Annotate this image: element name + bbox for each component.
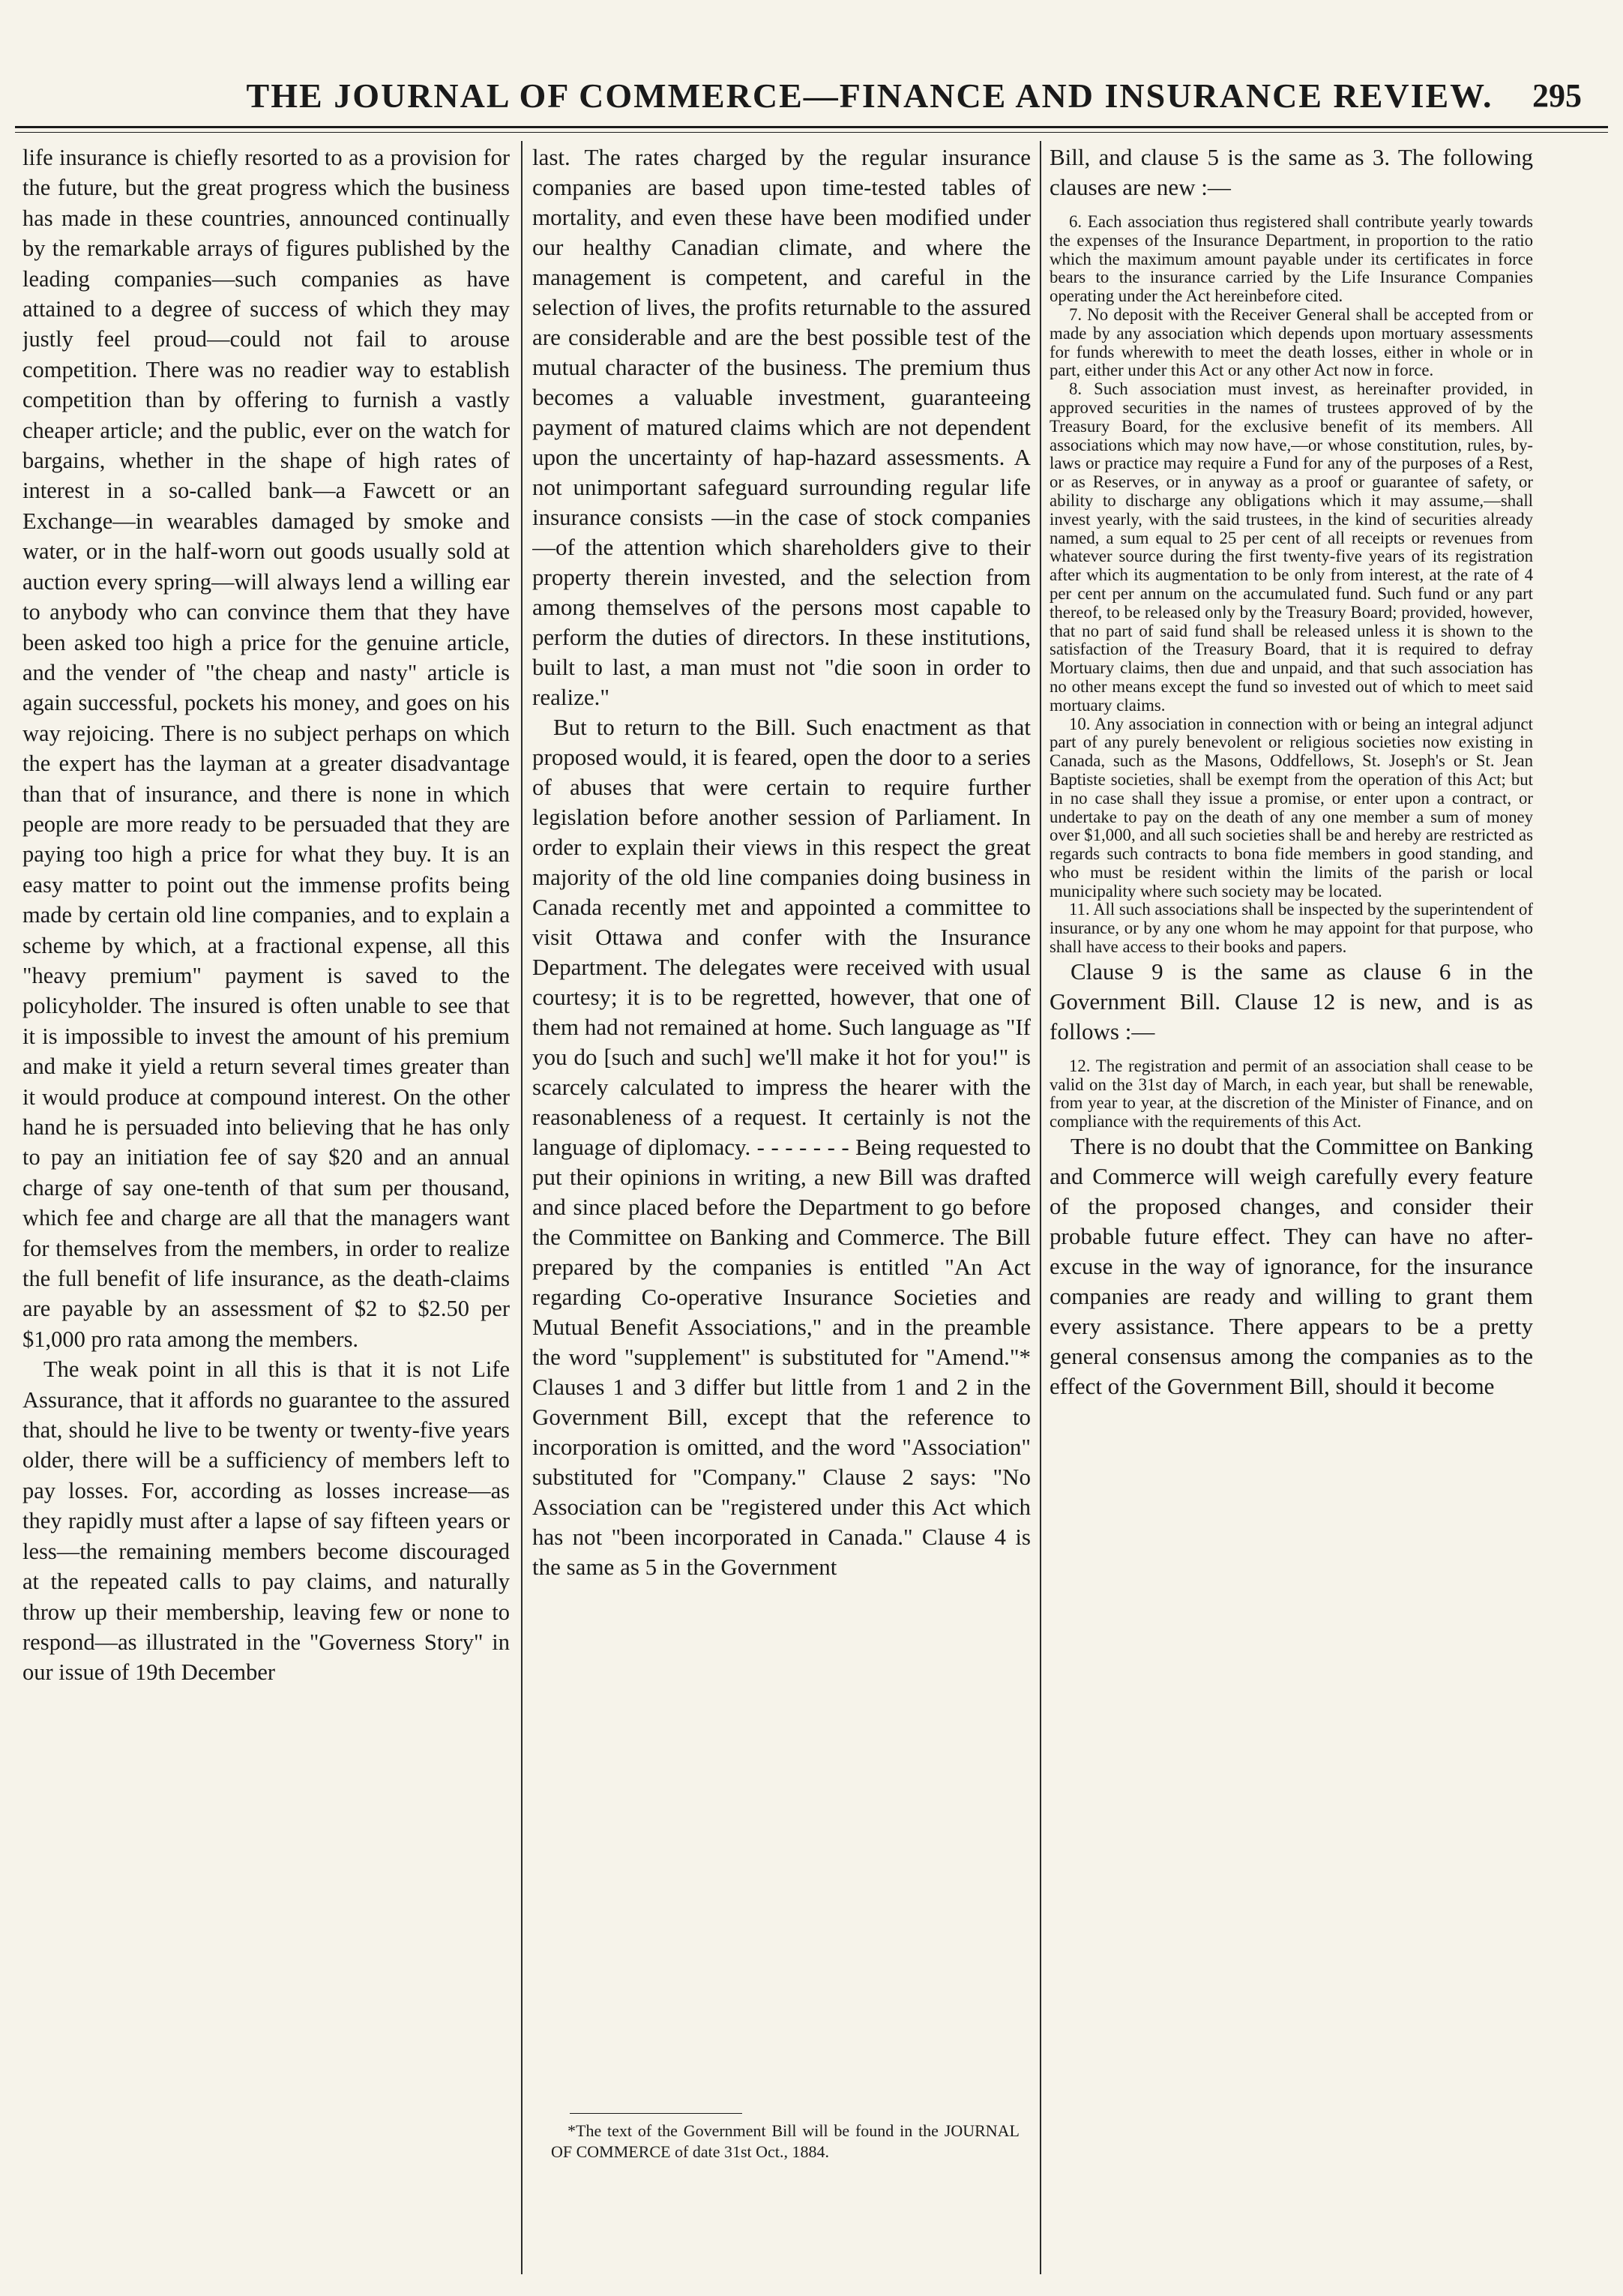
clause-10: 10. Any association in connection with or being an integral adjunct part of any purely benevolent or religious societies now existing in Canada, such as the Masons, Oddfellows, St. Joseph's or St. Jean Baptiste societies, shall be exempt from the operation of this Act; but in no case shall they issue a promise, or enter upon a contract, or undertake to pay on the death of any one member a sum of money over $1,000, and all such societies shall be and hereby are restricted as regards such contracts to bona fide members in good standing, and who must be resident within the limits of the parish or local municipality where such society may be located.	[1050, 714, 1533, 901]
column-1	[22, 142, 510, 2280]
clause-11: 11. All such associations shall be inspected by the superintendent of insurance, or by any one whom he may appoint for that purpose, who shall have access to their books and papers.	[1050, 900, 1533, 957]
lead-paragraph: Clause 9 is the same as clause 6 in the Government Bill. Clause 12 is new, and is as follows :—	[1050, 958, 1533, 1045]
body-paragraph: But to return to the Bill. Such enactment as that proposed would, it is feared, open the door to a series of abuses that were certain to require further legislation before another session of Parliament. In order to explain their views in this respect the great majority of the old line companies doing business in Canada recently met and appointed a committee to visit Ottawa and confer with the Insurance Department. The delegates were received with usual courtesy; it is to be regretted, however, that one of them had not remained at home. Such language as "If you do [such and such] we'll make it hot for you!" is scarcely calculated to impress the hearer with the reasonableness of a request. It certainly is not the language of diplomacy. - - - - - - - Being requested to put their opinions in writing, a new Bill was drafted and since placed before the Department to go before the Committee on Banking and Commerce. The Bill prepared by the companies is entitled "An Act regarding Co-operative Insurance Societies and Mutual Benefit Associations," and in the preamble the word "supplement" is substituted for "Amend."* Clauses 1 and 3 differ but little from 1 and 2 in the Government Bill, except that the reference to incorporation is omitted, and the word "Association" substituted for "Company." Clause 2 says: "No Association can be "registered under this Act which has not "been incorporated in Canada." Clause 4 is the same as 5 in the Government	[532, 714, 1031, 1580]
running-header: THE JOURNAL OF COMMERCE—FINANCE AND INSURANCE REVIEW.	[246, 76, 1493, 115]
lead-paragraph: Bill, and clause 5 is the same as 3. The following clauses are new :—	[1050, 144, 1533, 200]
clause-12: 12. The registration and permit of an association shall cease to be valid on the 31st day of March, in each year, but shall be renewable, from year to year, at the discretion of the Minister of Finance, and on compliance with the requirements of this Act.	[1050, 1056, 1533, 1132]
clause-8: 8. Such association must invest, as hereinafter provided, in approved securities in the names of trustees approved of by the Treasury Board, for the exclusive benefit of its members. All associations which may now have,—or whose constitution, rules, by-laws or practice may require a Fund for any of the purposes of a Rest, or as Reserves, or in anyway as a proof or guarantee of safety, or ability to discharge any obligations which it may assume,—shall invest yearly, with the said trustees, in the kind of securities already named, a sum equal to 25 per cent of all receipts or revenues from whatever source during the first twenty-five years of its registration after which its augmentation to be only from interest, at the rate of 4 per cent per annum on the accumulated fund. Such fund or any part thereof, to be released only by the Treasury Board; provided, however, that no part of said fund shall be released unless it is shown to the satisfaction of the Treasury Board, that it is required to defray Mortuary claims, then due and unpaid, and that such association has no other means except the fund so invested out of which to meet said mortuary claims.	[1050, 379, 1533, 715]
column-3	[1050, 142, 1533, 2280]
page-number: 295	[1532, 76, 1582, 114]
column-divider	[521, 141, 523, 2274]
clause-6: 6. Each association thus registered shall contribute yearly towards the expenses of the Insurance Department, in proportion to the ratio which the maximum amount payable under its certificates in force bears to the insurance carried by the Life Insurance Companies operating under the Act hereinbefore cited.	[1050, 212, 1533, 306]
header-rule	[15, 126, 1608, 128]
body-paragraph: There is no doubt that the Committee on Banking and Commerce will weigh carefully every feature of the proposed changes, and consider their probable future effect. They can have no after-excuse in the way of ignorance, for the insurance companies are ready and willing to grant them every assistance. There appears to be a pretty general consensus among the companies as to the effect of the Government Bill, should it become	[1050, 1133, 1533, 1400]
body-paragraph: life insurance is chiefly resorted to as a provision for the future, but the great progress which the business has made in these countries, announced continually by the remarkable arrays of figures published by the leading companies—such companies as have attained to a degree of success of which they may justly feel proud—could not fail to arouse competition. There was no readier way to establish competition than by offering to furnish a vastly cheaper article; and the public, ever on the watch for bargains, whether in the shape of high rates of interest in a so-called bank—a Fawcett or an Exchange—in wearables damaged by smoke and water, or in the half-worn out goods usually sold at auction every spring—will always lend a willing ear to anybody who can convince them that they have been asked too high a price for the genuine article, and the vender of "the cheap and nasty" article is again successful, pockets his money, and goes on his way rejoicing. There is no subject perhaps on which the expert has the layman at a greater disadvantage than that of insurance, and there is none in which people are more ready to be persuaded that they are paying too high a price for what they buy. It is an easy matter to point out the immense profits being made by certain old line companies, and to explain a scheme by which, at a fractional expense, all this "heavy premium" payment is saved to the policyholder. The insured is often unable to see that it is impossible to invest the amount of his premium and make it yield a return several times greater than it would produce at compound interest. On the other hand he is persuaded into believing that he has only to pay an initiation fee of say $20 and an annual charge of say one-tenth of that sum per thousand, which fee and charge are all that the managers want for themselves from the members, in order to realize the full benefit of life insurance, as the death-claims are payable by an assessment of $2 to $2.50 per $1,000 pro rata among the members.	[22, 145, 510, 1352]
body-paragraph: The weak point in all this is that it is not Life Assurance, that it affords no guarantee to the assured that, should he live to be twenty or twenty-five years older, there will be a sufficiency of members left to pay losses. For, according as losses increase—as they rapidly must after a lapse of say fifteen years or less—the remaining members become discouraged at the repeated calls to pay claims, and naturally throw up their membership, leaving few or none to respond—as illustrated in the "Governess Story" in our issue of 19th December	[22, 1356, 510, 1686]
body-paragraph: last. The rates charged by the regular insurance companies are based upon time-tested tables of mortality, and even these have been modified under our healthy Canadian climate, and where the management is competent, and careful in the selection of lives, the profits returnable to the assured are considerable and are the best possible test of the mutual character of the business. The premium thus becomes a valuable investment, guaranteeing payment of matured claims which are not dependent upon the uncertainty of hap-hazard assessments. A not unimportant safeguard surrounding regular life insurance consists —in the case of stock companies—of the attention which shareholders give to their property therein invested, and the selection from among themselves of the persons most capable to perform the duties of directors. In these institutions, built to last, a man must not "die soon in order to realize."	[532, 144, 1031, 710]
column-divider	[1040, 141, 1041, 2274]
clause-7: 7. No deposit with the Receiver General shall be accepted from or made by any association which depends upon mortuary assessments for funds wherewith to meet the death losses, either in whole or in part, either under this Act or any other Act now in force.	[1050, 304, 1533, 380]
footnote: *The text of the Government Bill will be found in the JOURNAL OF COMMERCE of date 31st Oct., 1884.	[551, 2121, 1020, 2161]
footnote-rule	[570, 2113, 742, 2114]
header-rule-thin	[15, 132, 1608, 133]
column-2	[532, 142, 1031, 2107]
